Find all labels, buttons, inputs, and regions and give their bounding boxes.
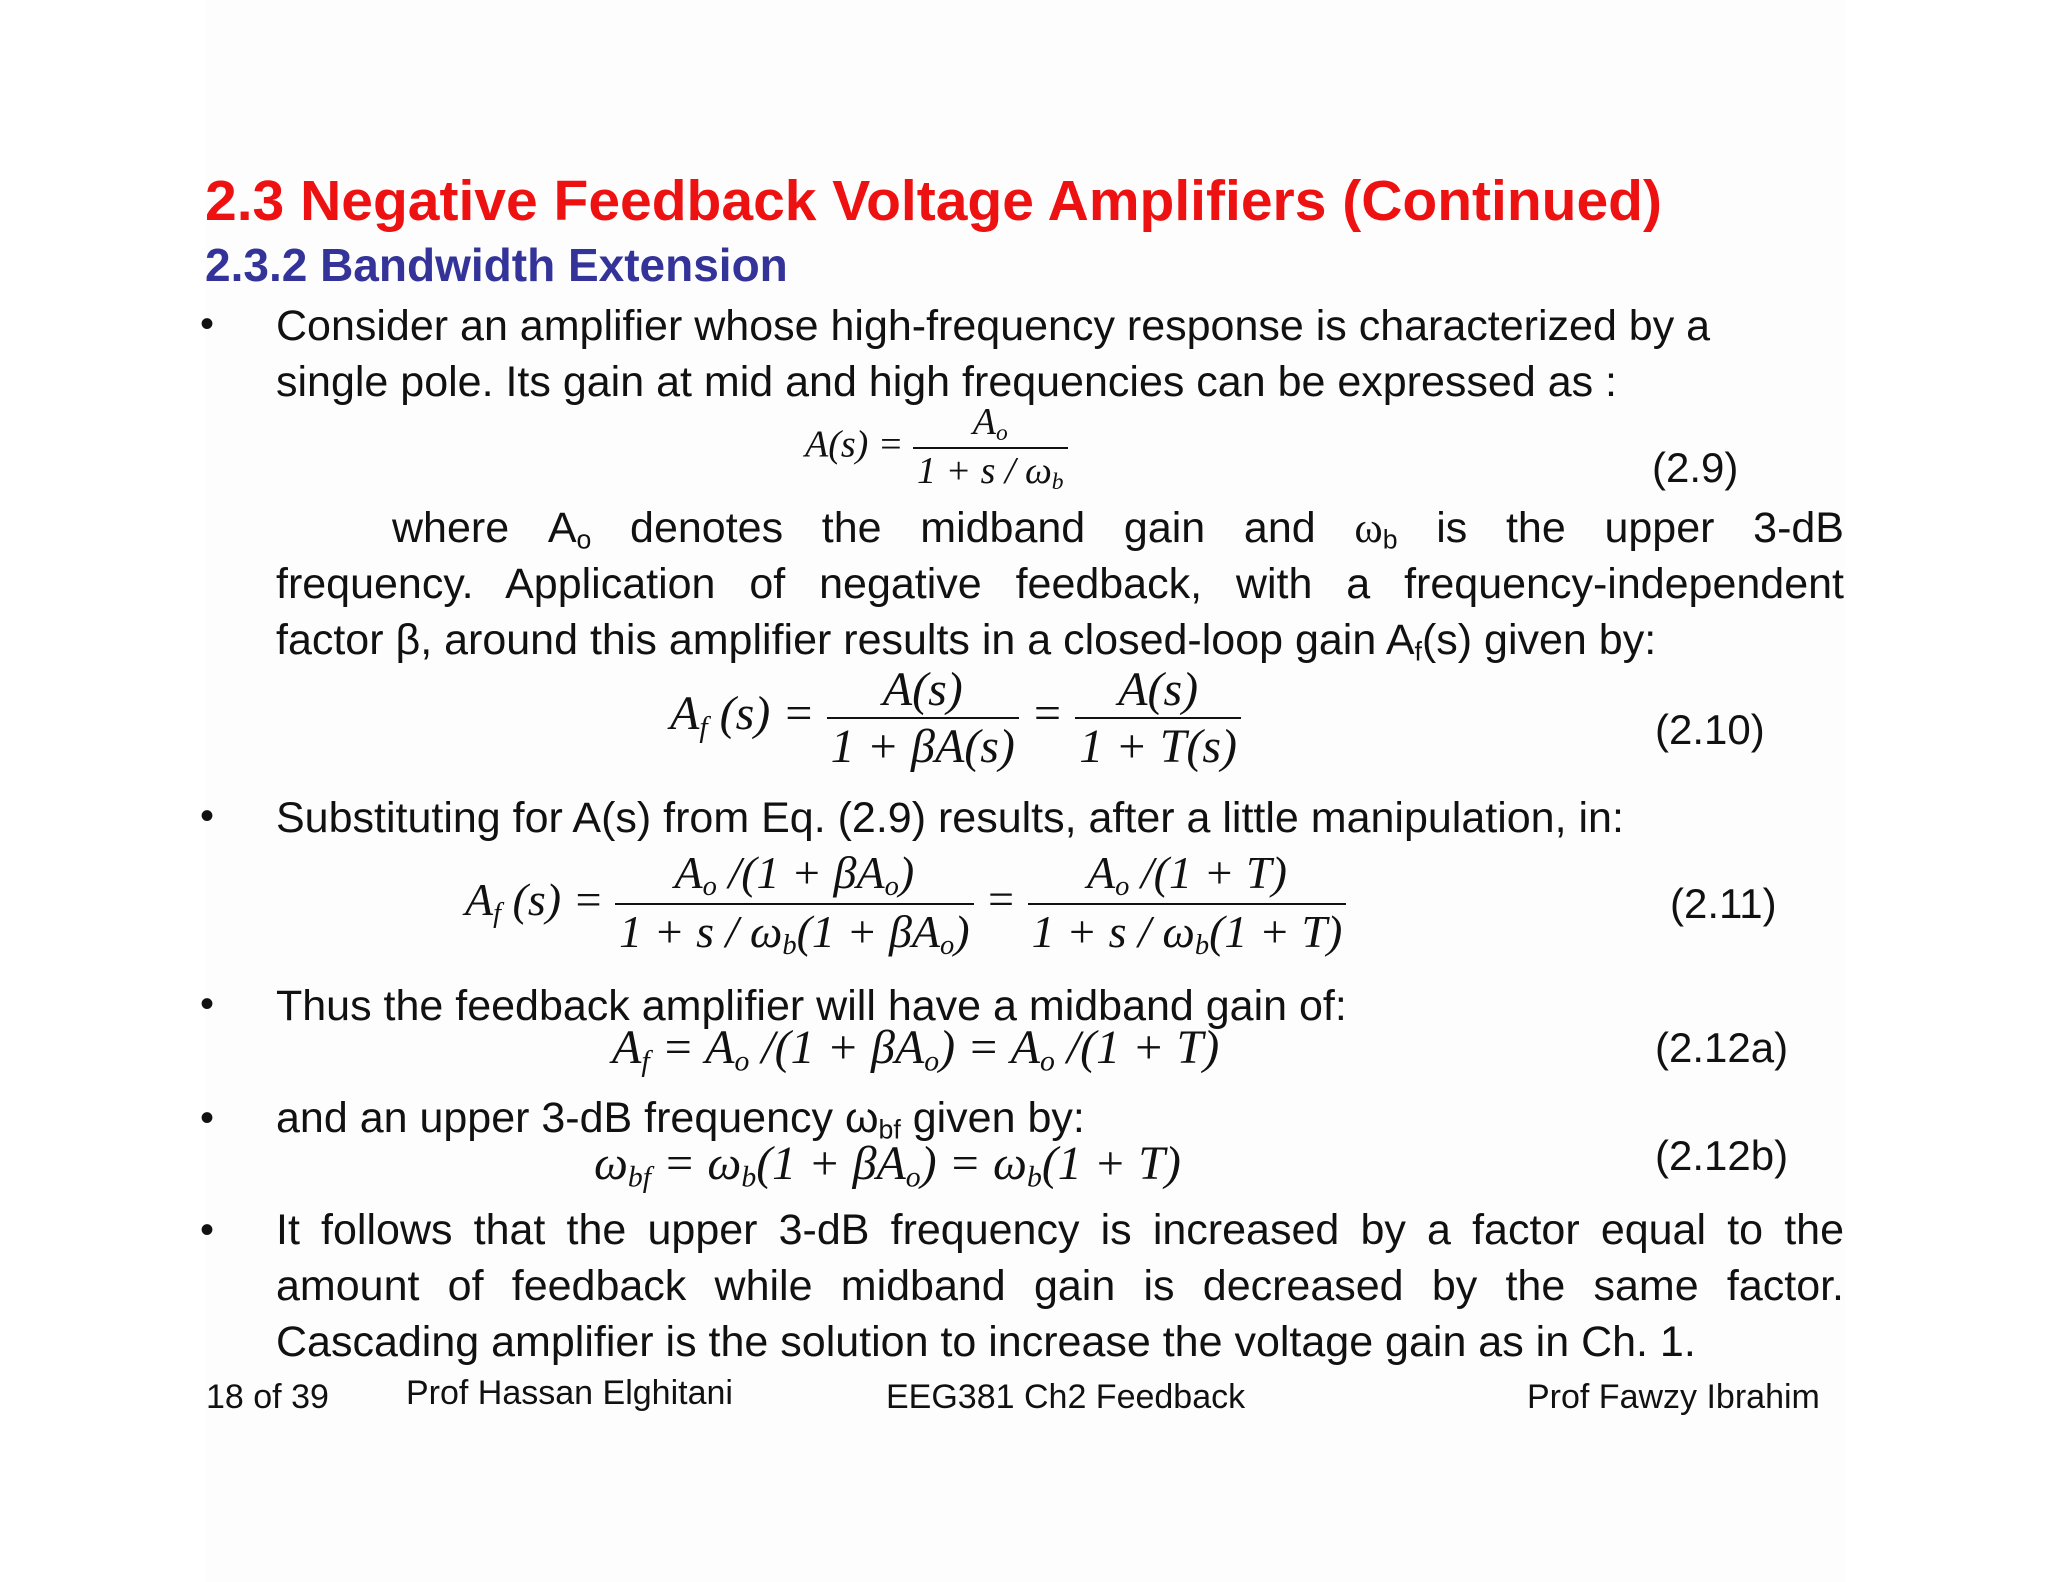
paragraph-line: amount of feedback while midband gain is decreased by the same factor. <box>276 1262 1844 1310</box>
bullet-marker: • <box>200 1208 215 1252</box>
equation-2-12a: $A_f = A_o$ $/(1 + \beta A_o) = A_o$ /(1 + T) <box>612 1021 1220 1078</box>
footer-course: EEG381 Ch2 Feedback <box>886 1378 1246 1416</box>
paragraph-line: single pole. Its gain at mid and high frequencies can be expressed as : <box>276 358 1617 406</box>
footer-page-number: 18 of 39 <box>206 1378 329 1416</box>
eq-fraction: $\frac{A_o /(1 + T)}{1 + s / \omega_b(1 + T)}$ <box>1028 846 1347 962</box>
paragraph-line: Consider an amplifier whose high-frequency response is characterized by a <box>276 302 1711 350</box>
eq-fraction: $\frac{A(s)}{1 + T(s)}$ <box>1075 662 1241 774</box>
equation-number: (2.9) <box>1652 444 1739 491</box>
section-subtitle: 2.3.2 Bandwidth Extension <box>205 239 788 291</box>
eq-fraction: $\frac{A_o}{1 + s / \omega_b}$ <box>913 400 1068 496</box>
slide-title: 2.3 Negative Feedback Voltage Amplifiers (Continued) <box>205 169 1662 233</box>
equation-number: (2.11) <box>1670 880 1777 927</box>
equation-number: (2.12b) <box>1655 1132 1789 1179</box>
paragraph-line: frequency. Application of negative feedback, with a frequency-independent <box>276 560 1844 608</box>
paragraph-line: It follows that the upper 3-dB frequency is increased by a factor equal to the <box>276 1206 1844 1254</box>
equation-number: (2.12a) <box>1655 1024 1789 1071</box>
bullet-marker: • <box>200 794 215 838</box>
equation-2-11: $A_f$ (s) = $\frac{A_o /(1 + \beta A_o)}{1 + s / \omega_b(1 + \beta A_o)}$ = $\frac{A_o /(1 + T)}{1 + s / \omega_b(1 + T)}$ <box>465 846 1346 962</box>
bullet-marker: • <box>200 302 215 346</box>
bullet-marker: • <box>200 1096 215 1140</box>
eq-fraction: $\frac{A(s)}{1 + \beta A(s)}$ <box>827 662 1019 774</box>
paragraph-line: Cascading amplifier is the solution to increase the voltage gain as in Ch. 1. <box>276 1318 1696 1366</box>
paragraph-line: and an upper 3-dB frequency $\omega_{bf}$ given by: <box>276 1094 1085 1145</box>
bullet-marker: • <box>200 982 215 1026</box>
footer-author-right: Prof Fawzy Ibrahim <box>1527 1378 1820 1416</box>
equation-2-12b: $\omega_{bf} = \omega_b(1 + \beta A_o) = \omega_b(1 + T)$ <box>594 1137 1181 1194</box>
eq-fraction: $\frac{A_o /(1 + \beta A_o)}{1 + s / \omega_b(1 + \beta A_o)}$ <box>615 846 973 962</box>
paragraph-justified-line: where $A_o$ denotes the midband gain and $\omega_b$ is the upper 3-dB <box>392 504 1844 555</box>
eq-lhs: A(s) = <box>805 423 904 466</box>
paragraph-line: Substituting for A(s) from Eq. (2.9) results, after a little manipulation, in: <box>276 794 1624 842</box>
equation-2-9 <box>805 400 1068 496</box>
equation-2-10: $A_f$ (s) = $\frac{A(s)}{1 + \beta A(s)}$ = $\frac{A(s)}{1 + T(s)}$ <box>670 662 1241 774</box>
equation-number: (2.10) <box>1655 706 1765 753</box>
footer-author-left: Prof Hassan Elghitani <box>406 1374 733 1412</box>
paragraph-line: factor β, around this amplifier results in a closed-loop gain $A_f(s)$ given by: <box>276 616 1657 667</box>
paragraph-line: Thus the feedback amplifier will have a midband gain of: <box>276 982 1347 1030</box>
